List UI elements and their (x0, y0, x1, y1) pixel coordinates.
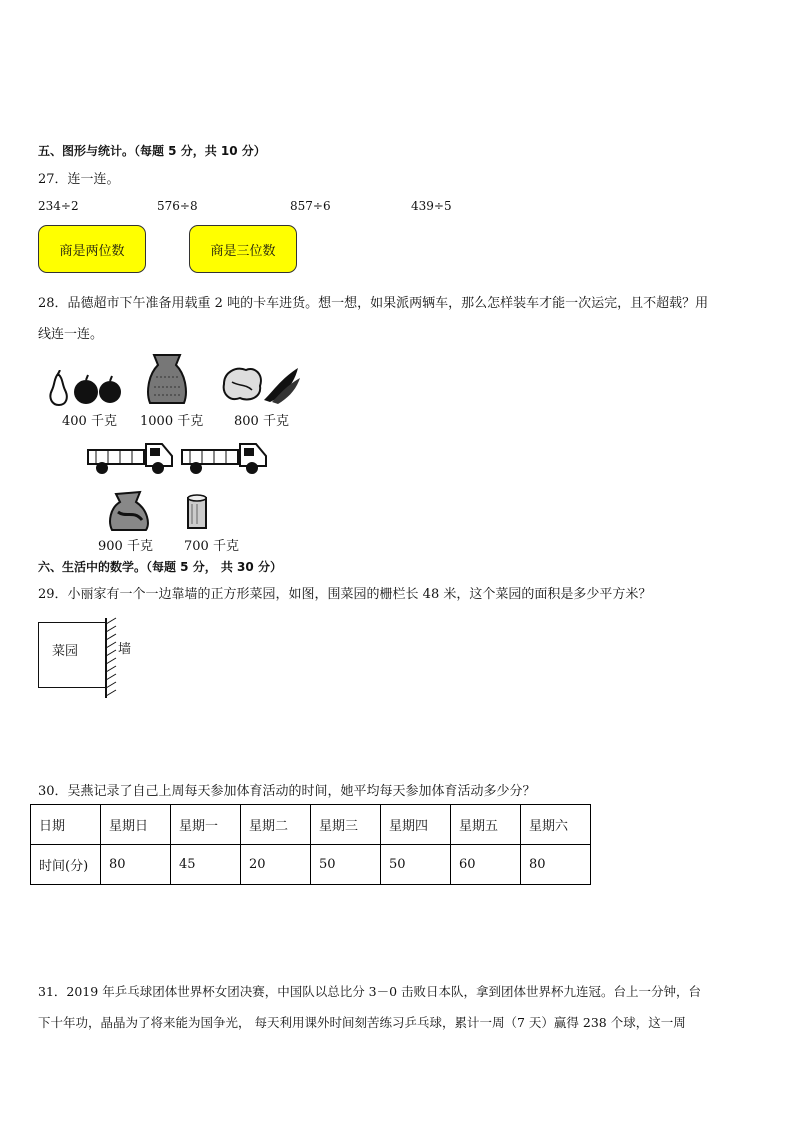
fruit-icon (46, 370, 122, 406)
goods-label-1000: 1000 千克 (140, 414, 204, 429)
table-cell: 80 (521, 845, 591, 885)
table-cell: 星期六 (521, 805, 591, 845)
q30-text: 30．吴燕记录了自己上周每天参加体育活动的时间，她平均每天参加体育活动多少分？ (38, 784, 536, 799)
table-cell: 星期日 (101, 805, 171, 845)
goods-label-700: 700 千克 (184, 539, 239, 554)
table-cell: 时间(分) (31, 845, 101, 885)
q28-line2: 线连一连。 (38, 327, 104, 342)
q31-line1: 31．2019 年乒乓球团体世界杯女团决赛，中国队以总比分 3－0 击败日本队，拿到团体世界杯九连冠。台上一分钟，台 (38, 984, 702, 999)
goods-label-900: 900 千克 (98, 539, 153, 554)
table-cell: 50 (381, 845, 451, 885)
goods-label-800: 800 千克 (234, 414, 289, 429)
table-cell: 50 (311, 845, 381, 885)
activity-time-table (30, 804, 591, 885)
table-cell: 60 (451, 845, 521, 885)
garden-label: 菜园 (52, 644, 79, 659)
table-cell: 20 (241, 845, 311, 885)
table-row (31, 845, 591, 885)
table-cell: 星期五 (451, 805, 521, 845)
table-cell: 星期二 (241, 805, 311, 845)
section5-heading: 五、图形与统计。（每题 5 分，共 10 分） (38, 144, 266, 158)
table-cell: 80 (101, 845, 171, 885)
truck-icon (86, 438, 174, 476)
q27-text: 27．连一连。 (38, 172, 120, 187)
section6-heading: 六、生活中的数学。（每题 5 分， 共 30 分） (38, 560, 282, 574)
wall-hatch (104, 616, 118, 700)
bag-icon (106, 490, 152, 532)
truck-icon (180, 438, 268, 476)
expression-2: 576÷8 (157, 199, 198, 213)
bubble-three-digit: 商是三位数 (189, 225, 297, 273)
table-cell: 日期 (31, 805, 101, 845)
expression-3: 857÷6 (290, 199, 331, 213)
sack-icon (146, 353, 188, 405)
expression-4: 439÷5 (411, 199, 452, 213)
goods-label-400: 400 千克 (62, 414, 117, 429)
table-cell: 星期一 (171, 805, 241, 845)
q31-line2: 下十年功，晶晶为了将来能为国争光， 每天利用课外时间刻苦练习乒乓球，累计一周（7 天）赢得 238 个球，这一周 (38, 1015, 686, 1030)
expression-1: 234÷2 (38, 199, 79, 213)
wall-label: 墙 (118, 642, 132, 657)
q29-text: 29．小丽家有一个一边靠墙的正方形菜园，如图，围菜园的栅栏长 48 米，这个菜园的面积是多少平方米？ (38, 587, 652, 602)
q28-line1: 28．品德超市下午准备用载重 2 吨的卡车进货。想一想，如果派两辆车，那么怎样装车才能一次运完，且不超载？用 (38, 296, 709, 311)
table-cell: 星期三 (311, 805, 381, 845)
vegetables-icon (220, 364, 302, 404)
table-cell: 星期四 (381, 805, 451, 845)
can-icon (186, 494, 208, 530)
table-row (31, 805, 591, 845)
bubble-two-digit: 商是两位数 (38, 225, 146, 273)
table-cell: 45 (171, 845, 241, 885)
